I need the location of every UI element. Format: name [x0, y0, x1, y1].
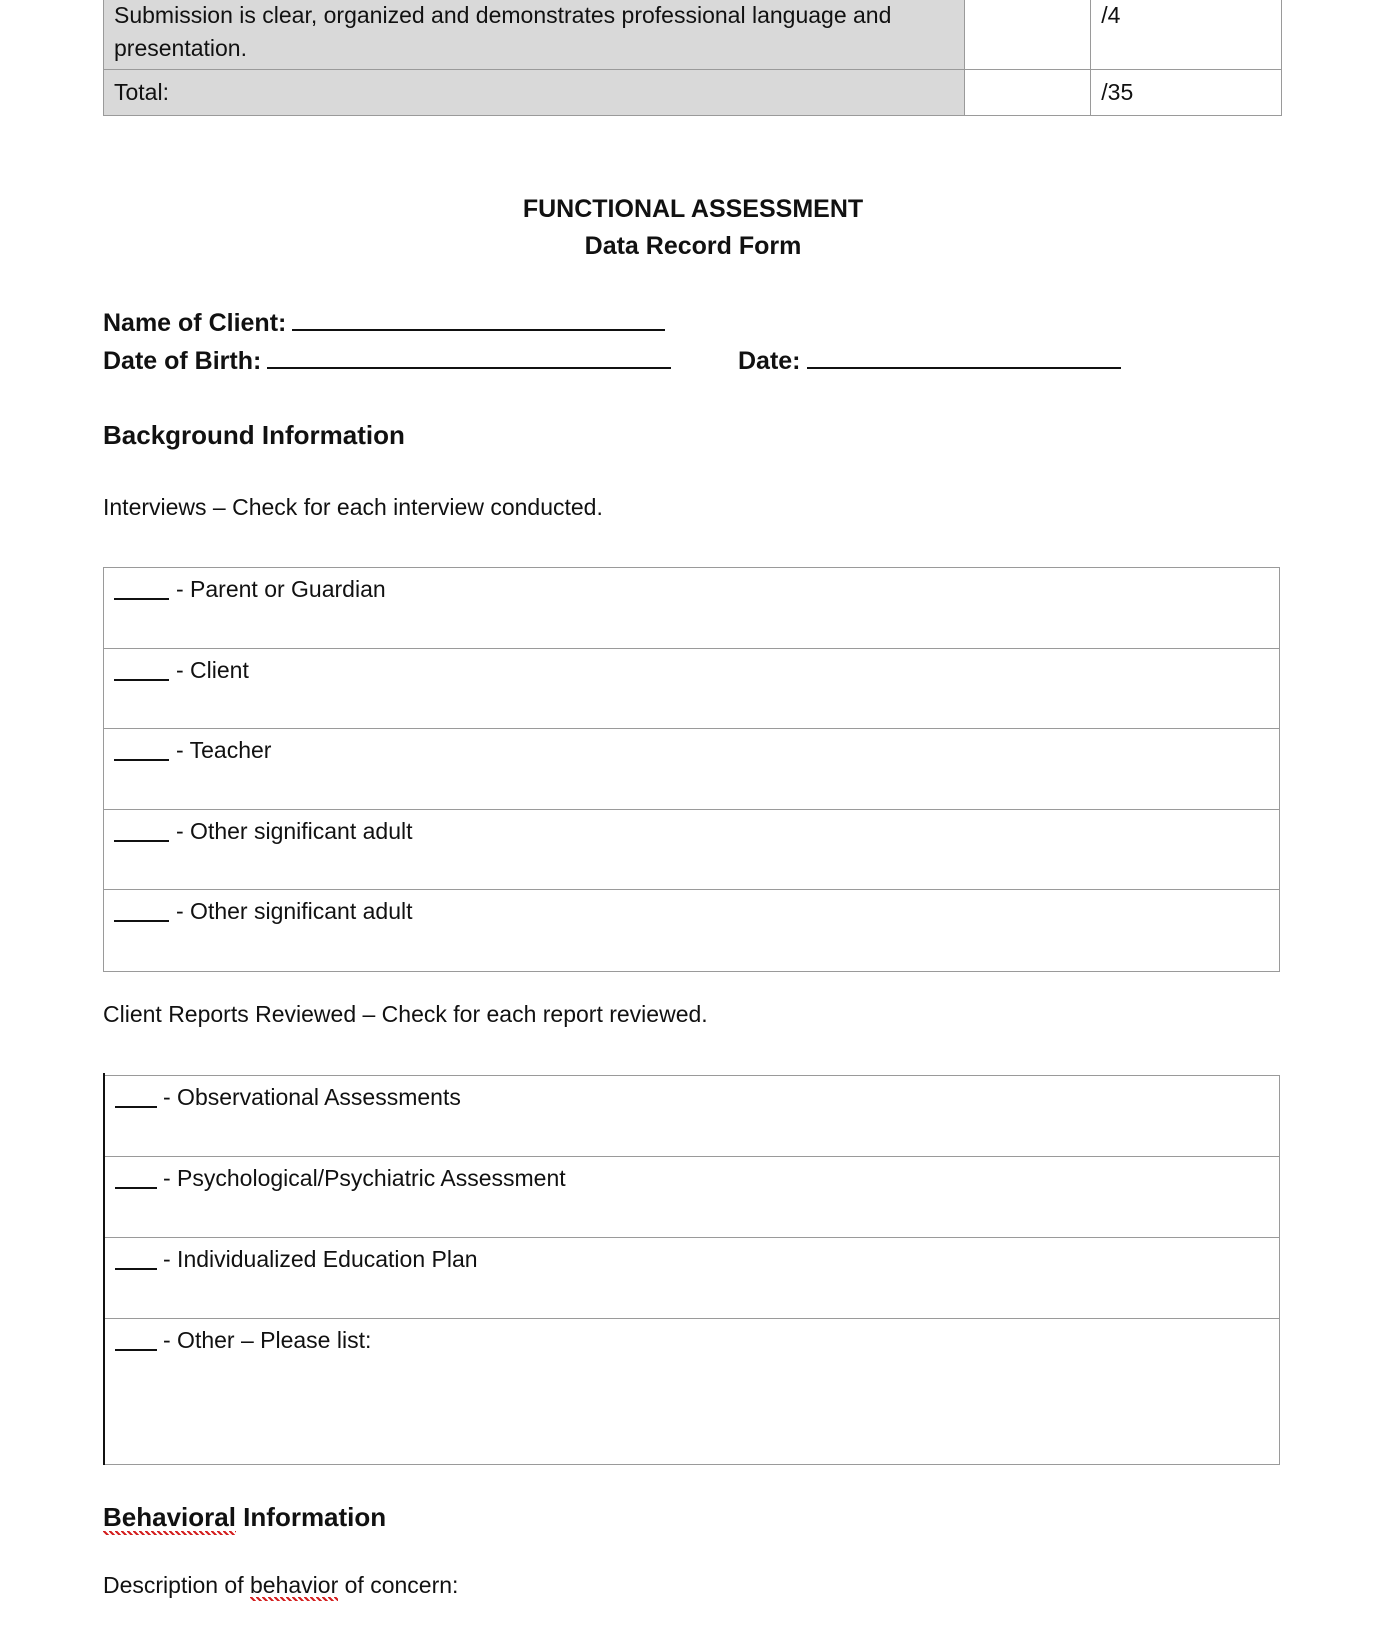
check-blank[interactable] [115, 1349, 157, 1351]
rubric-total-row [104, 70, 1282, 116]
text-cursor-line [103, 1073, 105, 1465]
description-prefix: Description of [103, 1572, 251, 1598]
client-name-field [103, 307, 665, 338]
rubric-criterion: Submission is clear, organized and demonstrates professional language and presentation. [104, 0, 965, 70]
rubric-row [104, 0, 1282, 70]
behavioral-heading-rest: Information [235, 1502, 387, 1532]
interview-row [104, 729, 1279, 810]
interview-label: - Client [176, 656, 249, 683]
interview-row [104, 649, 1279, 730]
rubric-score-cell[interactable] [964, 0, 1091, 70]
behavior-description-label [103, 1572, 458, 1599]
interview-label: - Other significant adult [176, 817, 413, 844]
report-label: - Observational Assessments [163, 1084, 461, 1110]
interview-label: - Teacher [176, 737, 272, 764]
date-field [738, 345, 1121, 376]
date-of-birth-blank[interactable] [267, 345, 671, 369]
description-suffix: of concern: [338, 1572, 459, 1598]
check-blank[interactable] [114, 840, 169, 842]
interviews-instruction: Interviews – Check for each interview conducted. [103, 494, 603, 520]
report-label: - Other – Please list: [163, 1327, 372, 1353]
date-of-birth-label: Date of Birth: [103, 347, 262, 375]
report-row [105, 1319, 1279, 1464]
check-blank[interactable] [114, 759, 169, 761]
rubric-total-label: Total: [104, 70, 965, 116]
check-blank[interactable] [114, 679, 169, 681]
report-row [105, 1238, 1279, 1319]
client-name-blank[interactable] [292, 307, 665, 331]
date-of-birth-field [103, 345, 671, 376]
check-blank[interactable] [115, 1187, 157, 1189]
reports-table [103, 1075, 1280, 1465]
check-blank[interactable] [115, 1106, 157, 1108]
behavioral-heading [103, 1502, 386, 1533]
report-row [105, 1076, 1279, 1157]
rubric-total-max: /35 [1091, 70, 1282, 116]
interview-label: - Other significant adult [176, 898, 413, 925]
interview-row [104, 890, 1279, 971]
form-title: FUNCTIONAL ASSESSMENT [522, 195, 864, 223]
report-label: - Psychological/Psychiatric Assessment [163, 1165, 566, 1191]
interview-label: - Parent or Guardian [176, 576, 386, 602]
check-blank[interactable] [114, 598, 169, 600]
reports-instruction: Client Reports Reviewed – Check for each report reviewed. [103, 1001, 708, 1027]
interviews-table [103, 567, 1280, 972]
report-row [105, 1157, 1279, 1238]
background-heading: Background Information [103, 420, 405, 450]
spellcheck-word[interactable]: Behavioral [103, 1502, 236, 1535]
report-label: - Individualized Education Plan [163, 1246, 478, 1272]
date-label: Date: [738, 347, 801, 375]
client-name-label: Name of Client: [103, 309, 287, 337]
rubric-max-score: /4 [1091, 0, 1282, 70]
spellcheck-word[interactable]: behavior [250, 1572, 338, 1601]
rubric-table [103, 0, 1282, 116]
interview-row [104, 810, 1279, 891]
interview-row [104, 568, 1279, 649]
date-blank[interactable] [807, 345, 1121, 369]
check-blank[interactable] [115, 1268, 157, 1270]
form-subtitle: Data Record Form [584, 232, 802, 260]
rubric-total-score-cell[interactable] [964, 70, 1091, 116]
check-blank[interactable] [114, 920, 169, 922]
